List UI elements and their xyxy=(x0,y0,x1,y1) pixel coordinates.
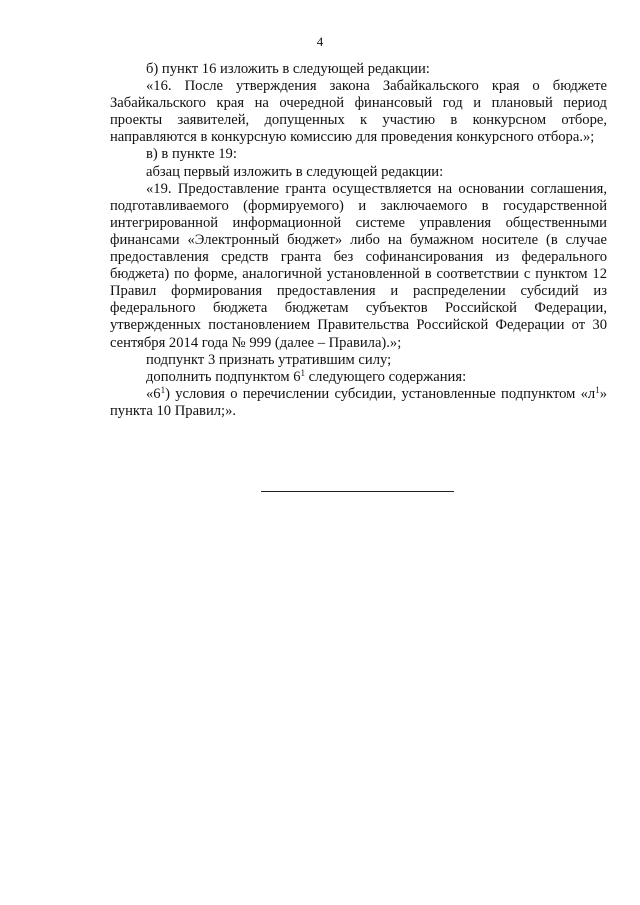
paragraph-point-19-text: «19. Предоставление гранта осуществляется на основании соглашения, подготавливаемого (формируемого) и заключаемого в государственной интегрированной информационной системе управления общественными финансами «Электронный бюджет» либо на бумажном носителе (в случае предоставления средств гранта без софинансирования из федерального бюджета) по форме, аналогичной установленной в соответствии с пунктом 12 Правил формирования предоставления и распределении субсидий из федерального бюджета бюджетам субъектов Российской Федерации, утвержденных постановлением Правительства Российской Федерации от 30 сентября 2014 года № 999 (далее – Правила).»; xyxy=(110,180,607,351)
paragraph-subpoint-6-1-end: » пункта 10 Правил;». xyxy=(110,385,607,419)
separator-line xyxy=(261,491,454,492)
paragraph-item-v: в) в пункте 19: xyxy=(146,146,237,163)
document-body xyxy=(110,61,607,420)
paragraph-item-b: б) пункт 16 изложить в следующей редакции: xyxy=(146,61,430,77)
paragraph-subpoint-6-1-start: «6 xyxy=(146,385,161,402)
paragraph-subpoint-6-1 xyxy=(110,386,607,420)
paragraph-first-abzac: абзац первый изложить в следующей редакции: xyxy=(146,163,444,180)
paragraph-add-subpoint-text-end: следующего содержания: xyxy=(305,368,467,385)
superscript: 1 xyxy=(160,384,166,395)
paragraph-add-subpoint xyxy=(110,369,607,386)
page-number: 4 xyxy=(316,34,324,49)
paragraph-point-16-text: «16. После утверждения закона Забайкальского края о бюджете Забайкальского края на очередной финансовый год и плановый период проекты заявителей, допущенных к участию в конкурсном отборе, направляются в конкурсную комиссию для проведения конкурсного отбора.»; xyxy=(110,78,607,146)
paragraph-subpoint-6-1-middle: ) условия о перечислении субсидии, установленные подпунктом «л xyxy=(165,385,596,402)
superscript: 1 xyxy=(300,367,306,378)
paragraph-add-subpoint-text: дополнить подпунктом 6 xyxy=(146,368,301,385)
paragraph-subpoint-3: подпункт 3 признать утратившим силу; xyxy=(146,351,392,368)
superscript: 1 xyxy=(595,384,600,395)
